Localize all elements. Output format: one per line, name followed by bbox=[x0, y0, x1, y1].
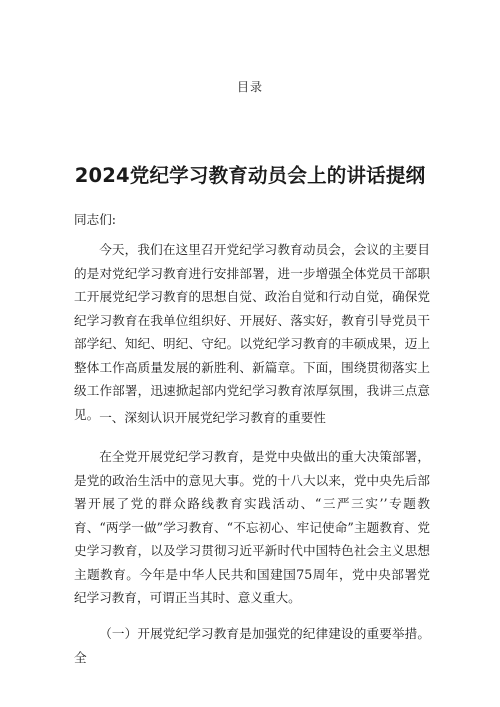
paragraph-intro: 今天，我们在这里召开党纪学习教育动员会，会议的主要目的是对党纪学习教育进行安排部署，进一步增强全体党员干部职工开展党纪学习教育的思想自觉、政治自觉和行动自觉，确保党纪学习教育在我单位组织好、开展好、落实好，教育引导党员干部学纪、知纪、明纪、守纪。以党纪学习教育的丰硕成果，迈上整体工作高质量发展的新胜利、新篇章。下面，围绕贯彻落实上级工作部署，迅速掀起部内党纪学习教育浓厚氛围，我讲三点意见。 bbox=[74, 242, 430, 422]
toc-label: 目录 bbox=[236, 80, 263, 94]
salutation: 同志们: bbox=[74, 212, 117, 227]
paragraph-importance: 在全党开展党纪学习教育，是党中央做出的重大决策部署，是党的政治生活中的意见大事。党的十八大以来，党中央先后部署开展了党的群众路线教育实践活动、“三严三实’’专题教育、“两学一做”学习教育、“不忘初心、牢记使命”主题教育、党史学习教育，以及学习贯彻习近平新时代中国特色社会主义思想主题教育。今年是中华人民共和国建国75周年，党中央部署党纪学习教育，可谓正当其时、意义重大。 bbox=[74, 449, 430, 605]
document-title: 2024党纪学习教育动员会上的讲话提纲 bbox=[74, 164, 426, 187]
section-heading-1: 一、深刻认识开展党纪学习教育的重要性 bbox=[99, 410, 326, 425]
subsection-heading-1: （一）开展党纪学习教育是加强党的纪律建设的重要举措。全 bbox=[74, 626, 430, 665]
